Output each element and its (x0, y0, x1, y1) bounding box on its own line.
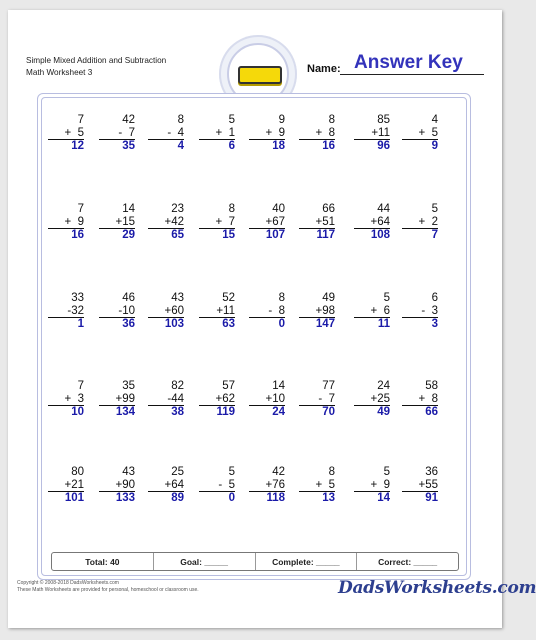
problem-item (199, 114, 235, 153)
copyright (17, 580, 199, 594)
goal-cell[interactable]: Goal: _____ (154, 553, 256, 570)
problem-answer: 3 (431, 318, 438, 330)
operator-sign: + (115, 215, 123, 228)
problem-answer: 147 (315, 318, 335, 330)
problem-bottom-line (48, 127, 84, 140)
problem-top-number: 80 (71, 466, 84, 478)
problem-answer: 16 (71, 229, 84, 241)
problem-bottom-number: 8 (278, 304, 285, 317)
problem-answer: 15 (222, 229, 235, 241)
problem-answer: 0 (228, 492, 235, 504)
problem-answer: 96 (377, 140, 390, 152)
problem-item (199, 292, 235, 331)
problem-top-number: 5 (383, 466, 390, 478)
problem-top-number: 85 (377, 114, 390, 126)
problem-top-number: 6 (431, 292, 438, 304)
problem-bottom-number: 64 (171, 478, 184, 491)
problem-bottom-line (299, 479, 335, 492)
problem-top-number: 5 (228, 466, 235, 478)
problem-answer: 49 (377, 406, 390, 418)
complete-cell[interactable]: Complete: _____ (256, 553, 358, 570)
problem-bottom-line (99, 479, 135, 492)
problem-answer: 70 (322, 406, 335, 418)
problem-bottom-number: 21 (71, 478, 84, 491)
operator-sign: + (64, 126, 78, 139)
problem-bottom-number: 7 (328, 392, 335, 405)
correct-cell[interactable]: Correct: _____ (378, 556, 438, 567)
problem-bottom-number: 64 (377, 215, 390, 228)
operator-sign: + (370, 478, 384, 491)
operator-sign: + (315, 126, 329, 139)
problem-item (402, 466, 438, 505)
problem-bottom-line (199, 479, 235, 492)
operator-sign: - (167, 126, 178, 139)
problem-top-number: 66 (322, 203, 335, 215)
problem-top-number: 58 (425, 380, 438, 392)
problem-bottom-line (99, 216, 135, 229)
problem-item (148, 292, 184, 331)
brand-logo: DadsWorksheets.com (338, 578, 536, 598)
problem-top-number: 7 (77, 114, 84, 126)
title-line-1: Simple Mixed Addition and Subtraction (26, 56, 167, 65)
operator-sign: + (370, 392, 378, 405)
operator-sign: + (115, 392, 123, 405)
problem-bottom-number: 1 (228, 126, 235, 139)
operator-sign: - (118, 304, 123, 317)
problem-top-number: 8 (328, 114, 335, 126)
problem-item (402, 292, 438, 331)
problem-top-number: 42 (122, 114, 135, 126)
problem-item (199, 380, 235, 419)
problem-answer: 133 (115, 492, 135, 504)
problem-bottom-line (299, 216, 335, 229)
problem-top-number: 5 (383, 292, 390, 304)
operator-sign: - (67, 304, 72, 317)
problem-bottom-number: 9 (383, 478, 390, 491)
problem-bottom-line (402, 479, 438, 492)
problem-bottom-line (299, 127, 335, 140)
problem-top-number: 40 (272, 203, 285, 215)
problem-answer: 91 (425, 492, 438, 504)
problem-bottom-line (199, 127, 235, 140)
operator-sign: + (215, 215, 229, 228)
problem-item (99, 203, 135, 242)
problem-bottom-number: 32 (71, 304, 84, 317)
problem-answer: 119 (216, 406, 235, 418)
problem-bottom-number: 42 (171, 215, 184, 228)
problem-bottom-number: 62 (222, 392, 235, 405)
problem-bottom-line (148, 216, 184, 229)
problem-bottom-line (148, 479, 184, 492)
problem-answer: 9 (431, 140, 438, 152)
copyright-line-2: These Math Worksheets are provided for personal, homeschool or classroom use. (17, 587, 199, 593)
operator-sign: + (315, 215, 323, 228)
problem-top-number: 43 (122, 466, 135, 478)
problem-answer: 0 (278, 318, 285, 330)
problem-item (249, 203, 285, 242)
problem-item (402, 114, 438, 153)
problem-bottom-number: 8 (328, 126, 335, 139)
problem-top-number: 52 (222, 292, 235, 304)
problem-bottom-line (148, 393, 184, 406)
operator-sign: + (216, 304, 224, 317)
problem-top-number: 35 (122, 380, 135, 392)
problem-bottom-number: 90 (122, 478, 135, 491)
operator-sign: + (370, 215, 378, 228)
problem-bottom-line (199, 393, 235, 406)
problem-item (354, 203, 390, 242)
problem-bottom-line (99, 127, 135, 140)
problem-item (148, 114, 184, 153)
operator-sign: + (265, 392, 273, 405)
problem-item (48, 203, 84, 242)
problem-answer: 7 (431, 229, 438, 241)
problem-bottom-number: 44 (171, 392, 184, 405)
problem-bottom-number: 11 (378, 126, 390, 139)
problem-bottom-line (402, 127, 438, 140)
operator-sign: + (64, 392, 78, 405)
problem-bottom-line (48, 305, 84, 318)
name-field-line[interactable] (340, 74, 484, 75)
problem-bottom-line (48, 393, 84, 406)
score-bar (51, 552, 459, 571)
problems-frame (37, 93, 471, 580)
problem-item (249, 114, 285, 153)
problem-bottom-number: 8 (431, 392, 438, 405)
eraser-icon (238, 66, 282, 84)
operator-sign: + (418, 215, 432, 228)
problem-bottom-line (99, 305, 135, 318)
problem-bottom-line (354, 393, 390, 406)
operator-sign: - (421, 304, 432, 317)
problem-top-number: 9 (278, 114, 285, 126)
problem-bottom-line (354, 127, 390, 140)
operator-sign: - (218, 478, 229, 491)
problem-item (48, 114, 84, 153)
problem-top-number: 14 (122, 203, 135, 215)
operator-sign: - (167, 392, 172, 405)
operator-sign: + (265, 126, 279, 139)
problem-bottom-line (402, 393, 438, 406)
name-label: Name: (307, 63, 341, 75)
problem-top-number: 49 (322, 292, 335, 304)
problem-item (148, 203, 184, 242)
problem-item (249, 466, 285, 505)
problem-top-number: 23 (171, 203, 184, 215)
problem-answer: 89 (171, 492, 184, 504)
problem-top-number: 82 (171, 380, 184, 392)
problem-answer: 13 (322, 492, 335, 504)
problem-item (99, 292, 135, 331)
operator-sign: + (164, 215, 172, 228)
problem-item (99, 466, 135, 505)
problem-bottom-number: 10 (122, 304, 135, 317)
problem-item (249, 292, 285, 331)
problem-bottom-number: 5 (77, 126, 84, 139)
problem-answer: 6 (228, 140, 235, 152)
problem-bottom-number: 51 (322, 215, 335, 228)
problem-top-number: 77 (322, 380, 335, 392)
problem-item (354, 292, 390, 331)
problem-top-number: 25 (171, 466, 184, 478)
problem-bottom-line (299, 305, 335, 318)
problem-answer: 24 (272, 406, 285, 418)
problem-item (48, 292, 84, 331)
problem-bottom-number: 6 (383, 304, 390, 317)
problem-answer: 65 (171, 229, 184, 241)
problem-bottom-line (354, 305, 390, 318)
problem-top-number: 5 (431, 203, 438, 215)
problem-answer: 14 (377, 492, 390, 504)
problem-bottom-number: 10 (272, 392, 285, 405)
problem-top-number: 46 (122, 292, 135, 304)
problem-item (402, 380, 438, 419)
problem-top-number: 33 (71, 292, 84, 304)
problem-answer: 63 (222, 318, 235, 330)
problem-top-number: 43 (171, 292, 184, 304)
problem-top-number: 5 (228, 114, 235, 126)
operator-sign: + (418, 126, 432, 139)
problem-item (48, 466, 84, 505)
problem-answer: 12 (71, 140, 84, 152)
problem-bottom-line (148, 127, 184, 140)
problem-bottom-number: 3 (431, 304, 438, 317)
total-cell: Total: 40 (52, 553, 154, 570)
problem-bottom-number: 76 (272, 478, 285, 491)
worksheet-title (26, 55, 166, 79)
problem-bottom-line (354, 479, 390, 492)
problem-answer: 108 (370, 229, 390, 241)
problem-bottom-number: 3 (77, 392, 84, 405)
problem-answer: 35 (122, 140, 135, 152)
problem-bottom-line (48, 216, 84, 229)
operator-sign: + (164, 304, 172, 317)
problem-top-number: 8 (328, 466, 335, 478)
problem-bottom-number: 55 (425, 478, 438, 491)
operator-sign: + (164, 478, 172, 491)
problem-answer: 1 (77, 318, 84, 330)
operator-sign: + (418, 478, 426, 491)
problem-bottom-line (249, 216, 285, 229)
problem-item (148, 380, 184, 419)
problem-item (299, 380, 335, 419)
problem-bottom-number: 98 (322, 304, 335, 317)
problem-bottom-number: 5 (431, 126, 438, 139)
problem-item (354, 466, 390, 505)
problem-answer: 117 (316, 229, 335, 241)
operator-sign: + (115, 478, 123, 491)
problem-bottom-line (402, 216, 438, 229)
problem-bottom-line (402, 305, 438, 318)
operator-sign: + (315, 304, 323, 317)
operator-sign: - (268, 304, 279, 317)
problem-bottom-number: 7 (128, 126, 135, 139)
problem-bottom-line (354, 216, 390, 229)
operator-sign: + (265, 478, 273, 491)
operator-sign: + (371, 126, 379, 139)
problem-item (99, 380, 135, 419)
problem-top-number: 57 (222, 380, 235, 392)
problem-top-number: 7 (77, 203, 84, 215)
problem-bottom-number: 7 (228, 215, 235, 228)
problem-bottom-number: 5 (328, 478, 335, 491)
problem-answer: 66 (425, 406, 438, 418)
problem-item (354, 114, 390, 153)
problem-bottom-number: 2 (431, 215, 438, 228)
problem-bottom-line (148, 305, 184, 318)
problem-top-number: 4 (431, 114, 438, 126)
problem-item (299, 114, 335, 153)
problem-answer: 29 (122, 229, 135, 241)
copyright-line-1: Copyright © 2008-2018 DadsWorksheets.com (17, 580, 119, 586)
problem-answer: 101 (64, 492, 84, 504)
operator-sign: + (315, 478, 329, 491)
problem-answer: 38 (171, 406, 184, 418)
operator-sign: + (418, 392, 432, 405)
problem-top-number: 8 (177, 114, 184, 126)
problem-item (99, 114, 135, 153)
problem-answer: 134 (115, 406, 135, 418)
operator-sign: + (64, 478, 72, 491)
operator-sign: - (118, 126, 129, 139)
problem-bottom-number: 60 (171, 304, 184, 317)
problem-top-number: 36 (425, 466, 438, 478)
problem-item (299, 292, 335, 331)
problem-answer: 10 (71, 406, 84, 418)
title-line-2: Math Worksheet 3 (26, 68, 93, 77)
problem-top-number: 14 (272, 380, 285, 392)
problem-answer: 107 (265, 229, 285, 241)
problem-item (249, 380, 285, 419)
problem-bottom-line (249, 479, 285, 492)
problem-bottom-number: 11 (223, 304, 235, 317)
problem-answer: 18 (272, 140, 285, 152)
operator-sign: + (215, 126, 229, 139)
problem-answer: 11 (377, 318, 390, 330)
operator-sign: + (64, 215, 78, 228)
problem-item (199, 203, 235, 242)
problem-bottom-line (249, 393, 285, 406)
problem-bottom-number: 99 (122, 392, 135, 405)
problem-top-number: 7 (77, 380, 84, 392)
problem-bottom-number: 4 (177, 126, 184, 139)
problem-bottom-line (249, 127, 285, 140)
problem-answer: 36 (122, 318, 135, 330)
problem-top-number: 42 (272, 466, 285, 478)
problem-item (402, 203, 438, 242)
problem-bottom-line (48, 479, 84, 492)
problem-bottom-line (299, 393, 335, 406)
problem-bottom-number: 25 (377, 392, 390, 405)
problem-bottom-number: 15 (122, 215, 135, 228)
problem-bottom-line (99, 393, 135, 406)
problem-top-number: 8 (228, 203, 235, 215)
problem-item (199, 466, 235, 505)
problem-item (148, 466, 184, 505)
problem-answer: 4 (177, 140, 184, 152)
problem-answer: 118 (266, 492, 285, 504)
problem-bottom-line (199, 305, 235, 318)
problem-answer: 16 (322, 140, 335, 152)
problem-item (299, 466, 335, 505)
problem-bottom-line (249, 305, 285, 318)
problem-item (48, 380, 84, 419)
problem-top-number: 8 (278, 292, 285, 304)
answer-key-text: Answer Key (354, 52, 463, 73)
problem-bottom-line (199, 216, 235, 229)
problem-bottom-number: 67 (272, 215, 285, 228)
problem-answer: 103 (164, 318, 184, 330)
problem-item (354, 380, 390, 419)
operator-sign: + (215, 392, 223, 405)
problem-bottom-number: 9 (77, 215, 84, 228)
problem-bottom-number: 5 (228, 478, 235, 491)
problem-item (299, 203, 335, 242)
problem-top-number: 44 (377, 203, 390, 215)
problem-bottom-number: 9 (278, 126, 285, 139)
problem-top-number: 24 (377, 380, 390, 392)
operator-sign: + (370, 304, 384, 317)
operator-sign: + (265, 215, 273, 228)
operator-sign: - (318, 392, 329, 405)
